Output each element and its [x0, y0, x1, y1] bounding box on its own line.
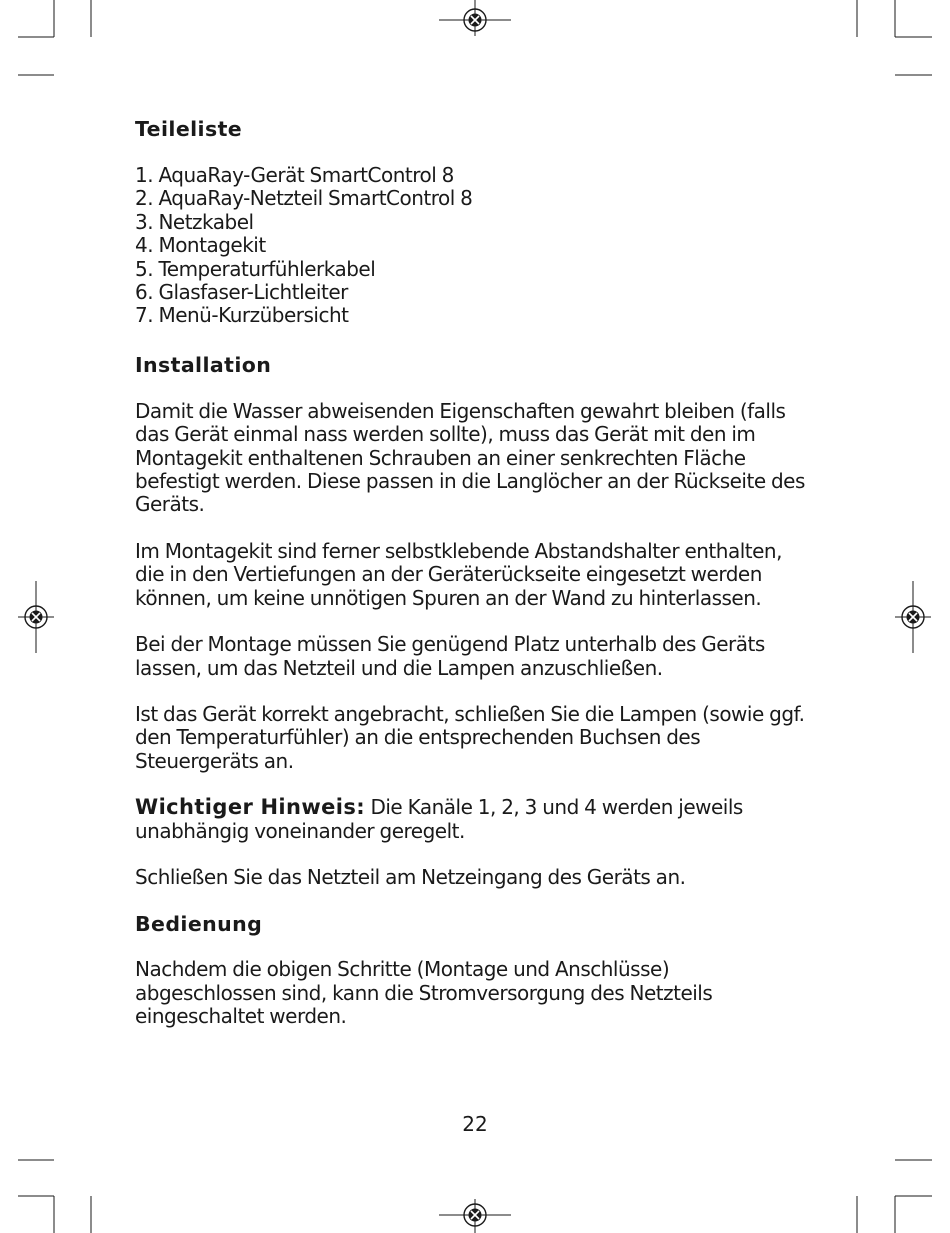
- registration-mark-left: [18, 581, 54, 653]
- installation-paragraph-mounting: Damit die Wasser abweisenden Eigenschaften gewahrt bleiben (falls das Gerät einmal nass werden sollte), muss das Gerät mit den im Montagekit enthaltenen Schrauben an einer senkrechten Fläche befestigt werden. Diese passen in die Langlöcher an der Rückseite des Geräts.: [135, 398, 805, 517]
- important-note-label: Wichtiger Hinweis:: [135, 795, 366, 820]
- installation-paragraph-clearance: Bei der Montage müssen Sie genügend Platz unterhalb des Geräts lassen, um das Netzteil und die Lampen anzuschließen.: [135, 632, 765, 680]
- parts-list-item: 1. AquaRay-Gerät SmartControl 8: [135, 163, 454, 187]
- manual-page-content: [135, 114, 815, 1029]
- operation-paragraph: Nachdem die obigen Schritte (Montage und Anschlüsse) abgeschlossen sind, kann die Stromversorgung des Netzteils eingeschaltet werden.: [135, 957, 713, 1029]
- installation-paragraph-power: Schließen Sie das Netzteil am Netzeingang des Geräts an.: [135, 864, 686, 889]
- registration-mark-right: [895, 581, 931, 653]
- installation-paragraph-spacers: Im Montagekit sind ferner selbstklebende Abstandshalter enthalten, die in den Vertiefungen an der Geräterückseite eingesetzt werden können, um keine unnötigen Spuren an der Wand zu hinterlassen.: [135, 538, 782, 610]
- crop-mark-top-left: [18, 0, 91, 75]
- crop-mark-bottom-left: [18, 1160, 91, 1233]
- registration-mark-top: [439, 0, 511, 36]
- parts-list-item: 4. Montagekit: [135, 233, 266, 258]
- parts-section: [135, 114, 815, 328]
- parts-list-item: 7. Menü-Kurzübersicht: [135, 303, 349, 328]
- parts-list-item: 5. Temperaturfühlerkabel: [135, 256, 376, 281]
- crop-mark-bottom-right: [857, 1160, 932, 1233]
- page-number: 22: [462, 1112, 488, 1136]
- installation-paragraph-connections: Ist das Gerät korrekt angebracht, schließen Sie die Lampen (sowie ggf. den Temperaturfühler) an die entsprechenden Buchsen des Steuergeräts an.: [135, 701, 805, 773]
- crop-mark-top-right: [857, 0, 932, 75]
- important-note-text: Die Kanäle 1, 2, 3 und 4 werden jeweils unabhängig voneinander geregelt.: [135, 795, 743, 843]
- parts-heading: Teileliste: [135, 117, 243, 141]
- operation-heading: Bedienung: [135, 912, 263, 937]
- parts-list-item: 2. AquaRay-Netzteil SmartControl 8: [135, 186, 473, 211]
- installation-heading: Installation: [135, 352, 272, 377]
- operation-section: [135, 909, 815, 1028]
- parts-list: [135, 164, 815, 328]
- registration-mark-bottom: [439, 1199, 511, 1233]
- parts-list-item: 6. Glasfaser-Lichtleiter: [135, 280, 348, 305]
- important-note: [135, 796, 815, 843]
- installation-section: [135, 350, 815, 890]
- parts-list-item: 3. Netzkabel: [135, 209, 254, 234]
